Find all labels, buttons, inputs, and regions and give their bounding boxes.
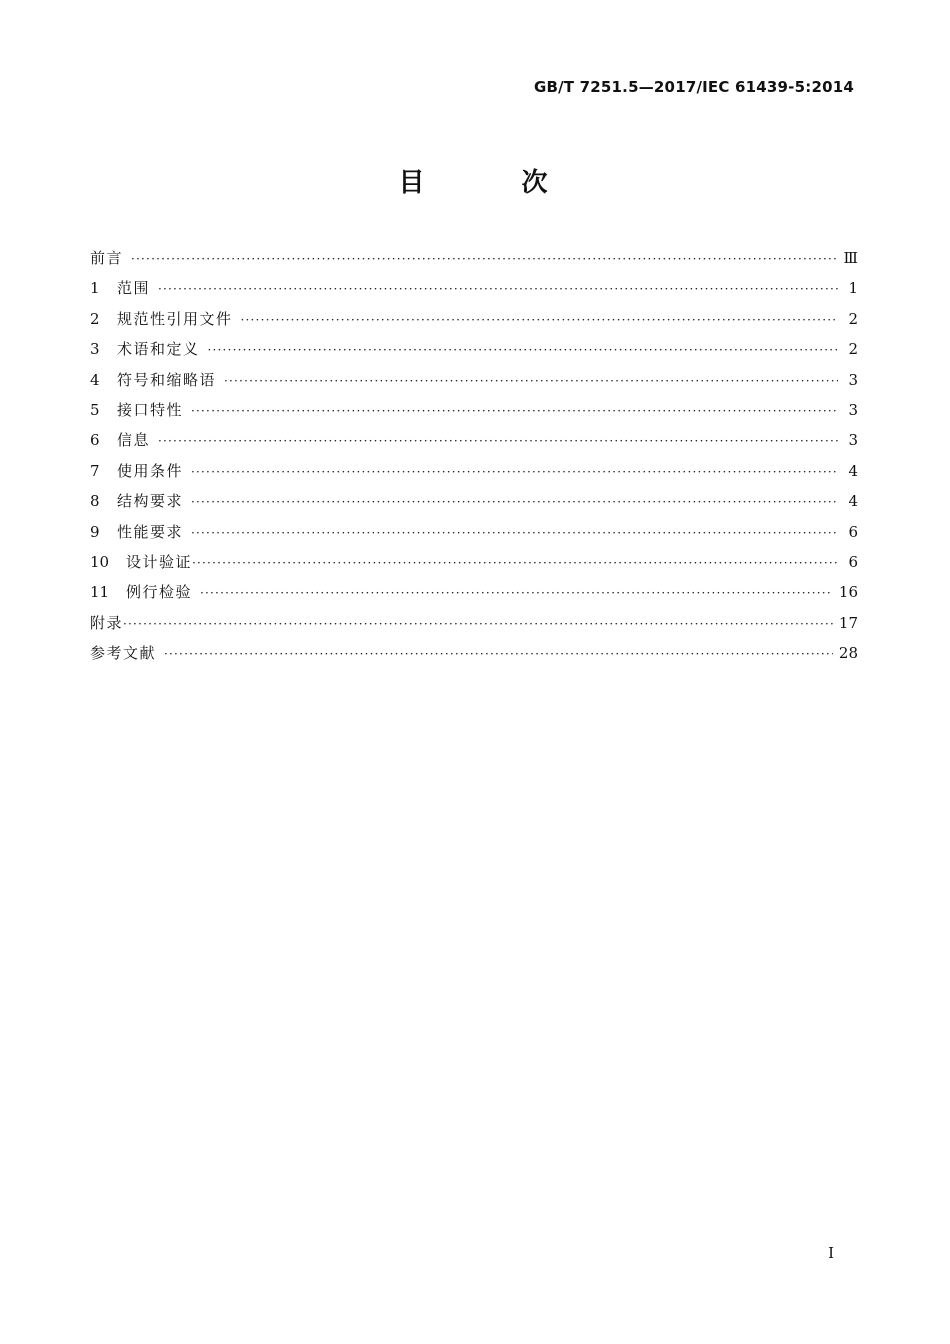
toc-entry-number: 2 xyxy=(90,309,100,328)
table-of-contents xyxy=(90,243,858,668)
toc-entry-page: 6 xyxy=(848,552,858,571)
toc-entry-page: 4 xyxy=(848,461,858,480)
toc-entry-page: 4 xyxy=(848,492,858,511)
toc-entry-label: 术语和定义 xyxy=(117,340,200,359)
toc-entry-label: 使用条件 xyxy=(117,461,184,480)
toc-entry-page: 2 xyxy=(848,309,858,328)
toc-entry-number: 6 xyxy=(90,431,100,450)
toc-entry-number: 9 xyxy=(90,522,100,541)
toc-entry-label: 性能要求 xyxy=(117,522,184,541)
toc-entry-performance-requirements[interactable] xyxy=(90,517,858,547)
toc-entry-page: 17 xyxy=(838,613,858,632)
toc-entry-label: 符号和缩略语 xyxy=(117,370,217,389)
toc-entry-interface-characteristics[interactable] xyxy=(90,395,858,425)
toc-entry-label: 结构要求 xyxy=(117,492,184,511)
toc-entry-label: 设计验证 xyxy=(126,552,193,571)
toc-leader-dots xyxy=(191,457,838,487)
toc-entry-annexes[interactable] xyxy=(90,608,858,638)
toc-entry-design-verification[interactable] xyxy=(90,547,858,577)
toc-entry-symbols-abbreviations[interactable] xyxy=(90,365,858,395)
toc-entry-label: 例行检验 xyxy=(126,583,193,602)
toc-entry-number: 11 xyxy=(90,583,110,602)
toc-entry-number: 4 xyxy=(90,370,100,389)
toc-entry-routine-verification[interactable] xyxy=(90,577,858,607)
toc-entry-page: Ⅲ xyxy=(843,249,858,267)
toc-leader-dots xyxy=(191,396,838,426)
toc-entry-bibliography[interactable] xyxy=(90,638,858,668)
toc-leader-dots xyxy=(131,244,838,274)
toc-entry-number: 7 xyxy=(90,461,100,480)
toc-entry-number: 5 xyxy=(90,400,100,419)
toc-entry-page: 16 xyxy=(838,583,858,602)
toc-entry-number: 3 xyxy=(90,340,100,359)
toc-leader-dots xyxy=(191,487,838,517)
toc-entry-page: 3 xyxy=(848,370,858,389)
toc-leader-dots xyxy=(164,639,833,669)
toc-entry-foreword[interactable] xyxy=(90,243,858,273)
toc-entry-information[interactable] xyxy=(90,425,858,455)
toc-title: 目 次 xyxy=(398,168,592,198)
toc-entry-service-conditions[interactable] xyxy=(90,456,858,486)
toc-leader-dots xyxy=(224,366,838,396)
toc-entry-label: 接口特性 xyxy=(117,400,184,419)
toc-entry-label: 范围 xyxy=(117,279,151,298)
toc-entry-label: 参考文献 xyxy=(90,644,157,663)
toc-entry-page: 6 xyxy=(848,522,858,541)
toc-leader-dots xyxy=(241,305,838,335)
toc-entry-scope[interactable] xyxy=(90,273,858,303)
toc-entry-label: 附录 xyxy=(90,613,124,632)
toc-entry-normative-references[interactable] xyxy=(90,304,858,334)
toc-entry-page: 3 xyxy=(848,431,858,450)
toc-entry-label: 规范性引用文件 xyxy=(117,309,233,328)
toc-entry-page: 28 xyxy=(838,644,858,663)
toc-entry-constructional-requirements[interactable] xyxy=(90,486,858,516)
toc-entry-page: 3 xyxy=(848,400,858,419)
toc-leader-dots xyxy=(158,426,838,456)
toc-leader-dots xyxy=(158,274,838,304)
toc-leader-dots xyxy=(200,578,833,608)
toc-entry-page: 2 xyxy=(848,340,858,359)
toc-entry-number: 8 xyxy=(90,492,100,511)
toc-leader-dots xyxy=(192,548,838,578)
toc-entry-label: 前言 xyxy=(90,249,124,267)
toc-leader-dots xyxy=(208,335,838,365)
toc-entry-page: 1 xyxy=(848,279,858,298)
toc-entry-number: 1 xyxy=(90,279,100,298)
toc-entry-number: 10 xyxy=(90,552,110,571)
standard-code: GB/T 7251.5—2017/IEC 61439-5:2014 xyxy=(533,78,854,96)
page-folio: I xyxy=(828,1244,834,1262)
toc-entry-label: 信息 xyxy=(117,431,151,450)
toc-entry-terms-definitions[interactable] xyxy=(90,334,858,364)
toc-leader-dots xyxy=(123,609,833,639)
toc-leader-dots xyxy=(191,518,838,548)
